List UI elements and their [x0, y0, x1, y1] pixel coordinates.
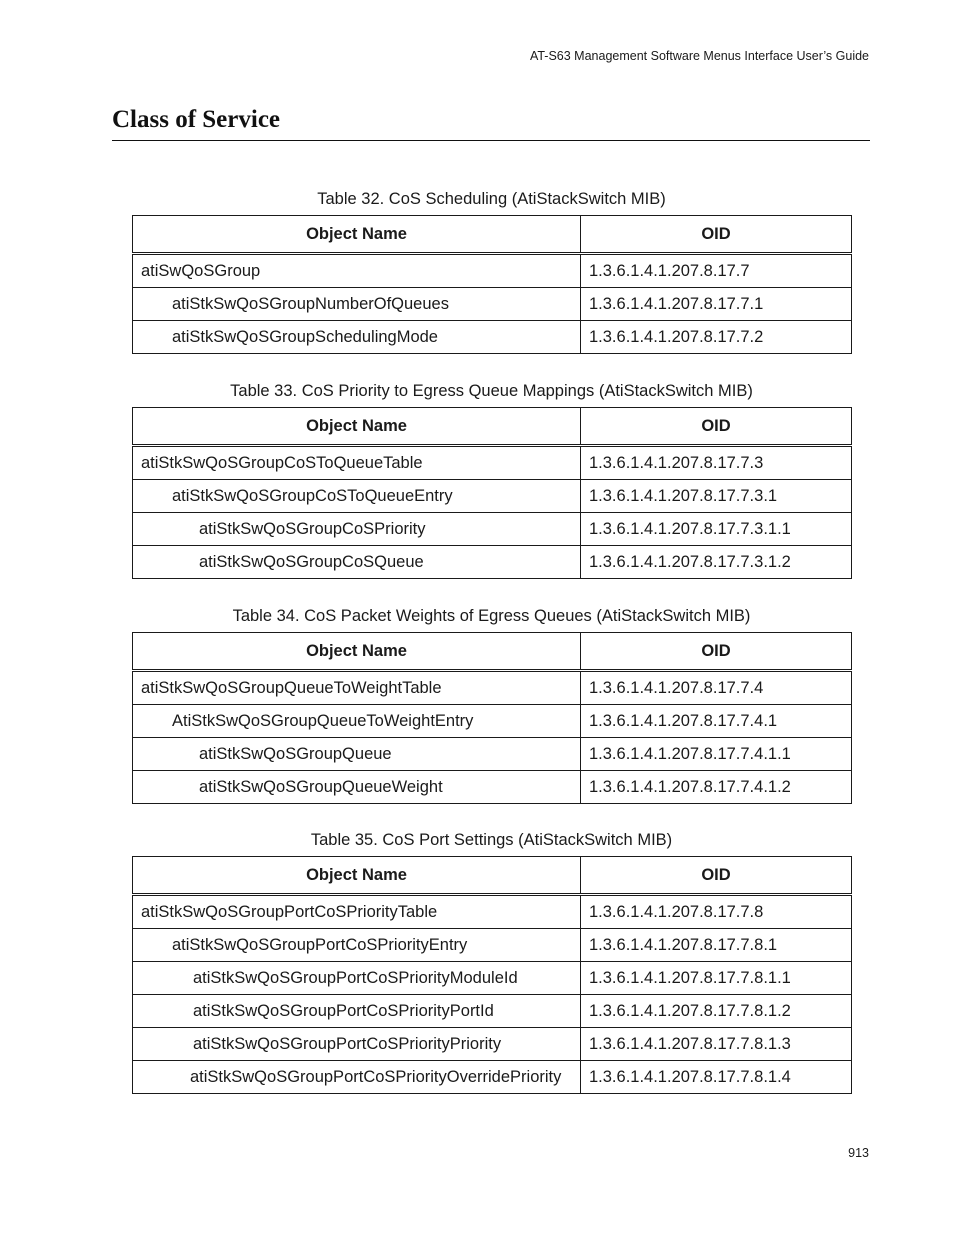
- table-row: [133, 671, 852, 705]
- table-row: [133, 895, 852, 929]
- table-row: [133, 288, 852, 321]
- table-cos-packet-weights: [132, 632, 852, 804]
- table-header-row: [133, 857, 852, 895]
- running-header: AT-S63 Management Software Menus Interface User’s Guide: [529, 49, 869, 63]
- oid-cell: 1.3.6.1.4.1.207.8.17.7.8.1: [581, 929, 852, 962]
- table-row: [133, 929, 852, 962]
- object-name-cell: atiStkSwQoSGroupQueueToWeightTable: [133, 671, 581, 705]
- object-name-cell: atiStkSwQoSGroupPortCoSPriorityPortId: [133, 995, 581, 1028]
- object-name-cell: atiStkSwQoSGroupNumberOfQueues: [133, 288, 581, 321]
- table-caption: Table 34. CoS Packet Weights of Egress Queues (AtiStackSwitch MIB): [232, 607, 751, 625]
- column-header-oid: OID: [581, 857, 852, 895]
- object-name-cell: atiStkSwQoSGroupCoSToQueueEntry: [133, 480, 581, 513]
- page-number: 913: [848, 1146, 869, 1160]
- object-name-cell: atiStkSwQoSGroupQueueWeight: [133, 771, 581, 804]
- object-name-cell: atiStkSwQoSGroupPortCoSPriorityPriority: [133, 1028, 581, 1061]
- section-title: Class of Service: [112, 106, 281, 133]
- table-35-block: [132, 830, 851, 1094]
- oid-cell: 1.3.6.1.4.1.207.8.17.7.4: [581, 671, 852, 705]
- object-name-cell: atiStkSwQoSGroupQueue: [133, 738, 581, 771]
- table-row: [133, 446, 852, 480]
- oid-cell: 1.3.6.1.4.1.207.8.17.7.3: [581, 446, 852, 480]
- oid-cell: 1.3.6.1.4.1.207.8.17.7.3.1.2: [581, 546, 852, 579]
- oid-cell: 1.3.6.1.4.1.207.8.17.7.4.1.2: [581, 771, 852, 804]
- table-32-block: [132, 189, 851, 354]
- oid-cell: 1.3.6.1.4.1.207.8.17.7: [581, 254, 852, 288]
- column-header-object-name: Object Name: [133, 857, 581, 895]
- oid-cell: 1.3.6.1.4.1.207.8.17.7.8.1.3: [581, 1028, 852, 1061]
- table-caption: Table 32. CoS Scheduling (AtiStackSwitch MIB): [317, 190, 666, 208]
- oid-cell: 1.3.6.1.4.1.207.8.17.7.4.1.1: [581, 738, 852, 771]
- table-caption: Table 33. CoS Priority to Egress Queue Mappings (AtiStackSwitch MIB): [230, 382, 753, 400]
- table-34-block: [132, 606, 851, 804]
- column-header-object-name: Object Name: [133, 216, 581, 254]
- table-cos-port-settings: [132, 856, 852, 1094]
- table-row: [133, 546, 852, 579]
- column-header-object-name: Object Name: [133, 408, 581, 446]
- table-header-row: [133, 216, 852, 254]
- table-cos-priority-queue-mappings: [132, 407, 852, 579]
- column-header-oid: OID: [581, 408, 852, 446]
- table-row: [133, 321, 852, 354]
- table-33-block: [132, 381, 851, 579]
- object-name-cell: atiStkSwQoSGroupCoSPriority: [133, 513, 581, 546]
- oid-cell: 1.3.6.1.4.1.207.8.17.7.8.1.1: [581, 962, 852, 995]
- oid-cell: 1.3.6.1.4.1.207.8.17.7.8.1.4: [581, 1061, 852, 1094]
- column-header-oid: OID: [581, 633, 852, 671]
- object-name-cell: atiStkSwQoSGroupPortCoSPriorityEntry: [133, 929, 581, 962]
- column-header-object-name: Object Name: [133, 633, 581, 671]
- table-row: [133, 1061, 852, 1094]
- object-name-cell: atiStkSwQoSGroupCoSQueue: [133, 546, 581, 579]
- object-name-cell: atiStkSwQoSGroupSchedulingMode: [133, 321, 581, 354]
- table-caption: Table 35. CoS Port Settings (AtiStackSwitch MIB): [310, 831, 673, 849]
- object-name-cell: atiStkSwQoSGroupPortCoSPriorityModuleId: [133, 962, 581, 995]
- table-row: [133, 1028, 852, 1061]
- oid-cell: 1.3.6.1.4.1.207.8.17.7.4.1: [581, 705, 852, 738]
- oid-cell: 1.3.6.1.4.1.207.8.17.7.1: [581, 288, 852, 321]
- table-row: [133, 771, 852, 804]
- object-name-cell: atiStkSwQoSGroupPortCoSPriorityTable: [133, 895, 581, 929]
- object-name-cell: atiStkSwQoSGroupCoSToQueueTable: [133, 446, 581, 480]
- table-cos-scheduling: [132, 215, 852, 354]
- table-row: [133, 995, 852, 1028]
- object-name-cell: atiStkSwQoSGroupPortCoSPriorityOverridePriority: [133, 1061, 581, 1094]
- table-header-row: [133, 633, 852, 671]
- table-header-row: [133, 408, 852, 446]
- column-header-oid: OID: [581, 216, 852, 254]
- object-name-cell: atiSwQoSGroup: [133, 254, 581, 288]
- section-divider: [112, 140, 870, 141]
- table-row: [133, 480, 852, 513]
- oid-cell: 1.3.6.1.4.1.207.8.17.7.8: [581, 895, 852, 929]
- table-row: [133, 513, 852, 546]
- oid-cell: 1.3.6.1.4.1.207.8.17.7.2: [581, 321, 852, 354]
- table-row: [133, 738, 852, 771]
- oid-cell: 1.3.6.1.4.1.207.8.17.7.3.1: [581, 480, 852, 513]
- table-row: [133, 962, 852, 995]
- oid-cell: 1.3.6.1.4.1.207.8.17.7.8.1.2: [581, 995, 852, 1028]
- table-row: [133, 705, 852, 738]
- object-name-cell: AtiStkSwQoSGroupQueueToWeightEntry: [133, 705, 581, 738]
- table-row: [133, 254, 852, 288]
- oid-cell: 1.3.6.1.4.1.207.8.17.7.3.1.1: [581, 513, 852, 546]
